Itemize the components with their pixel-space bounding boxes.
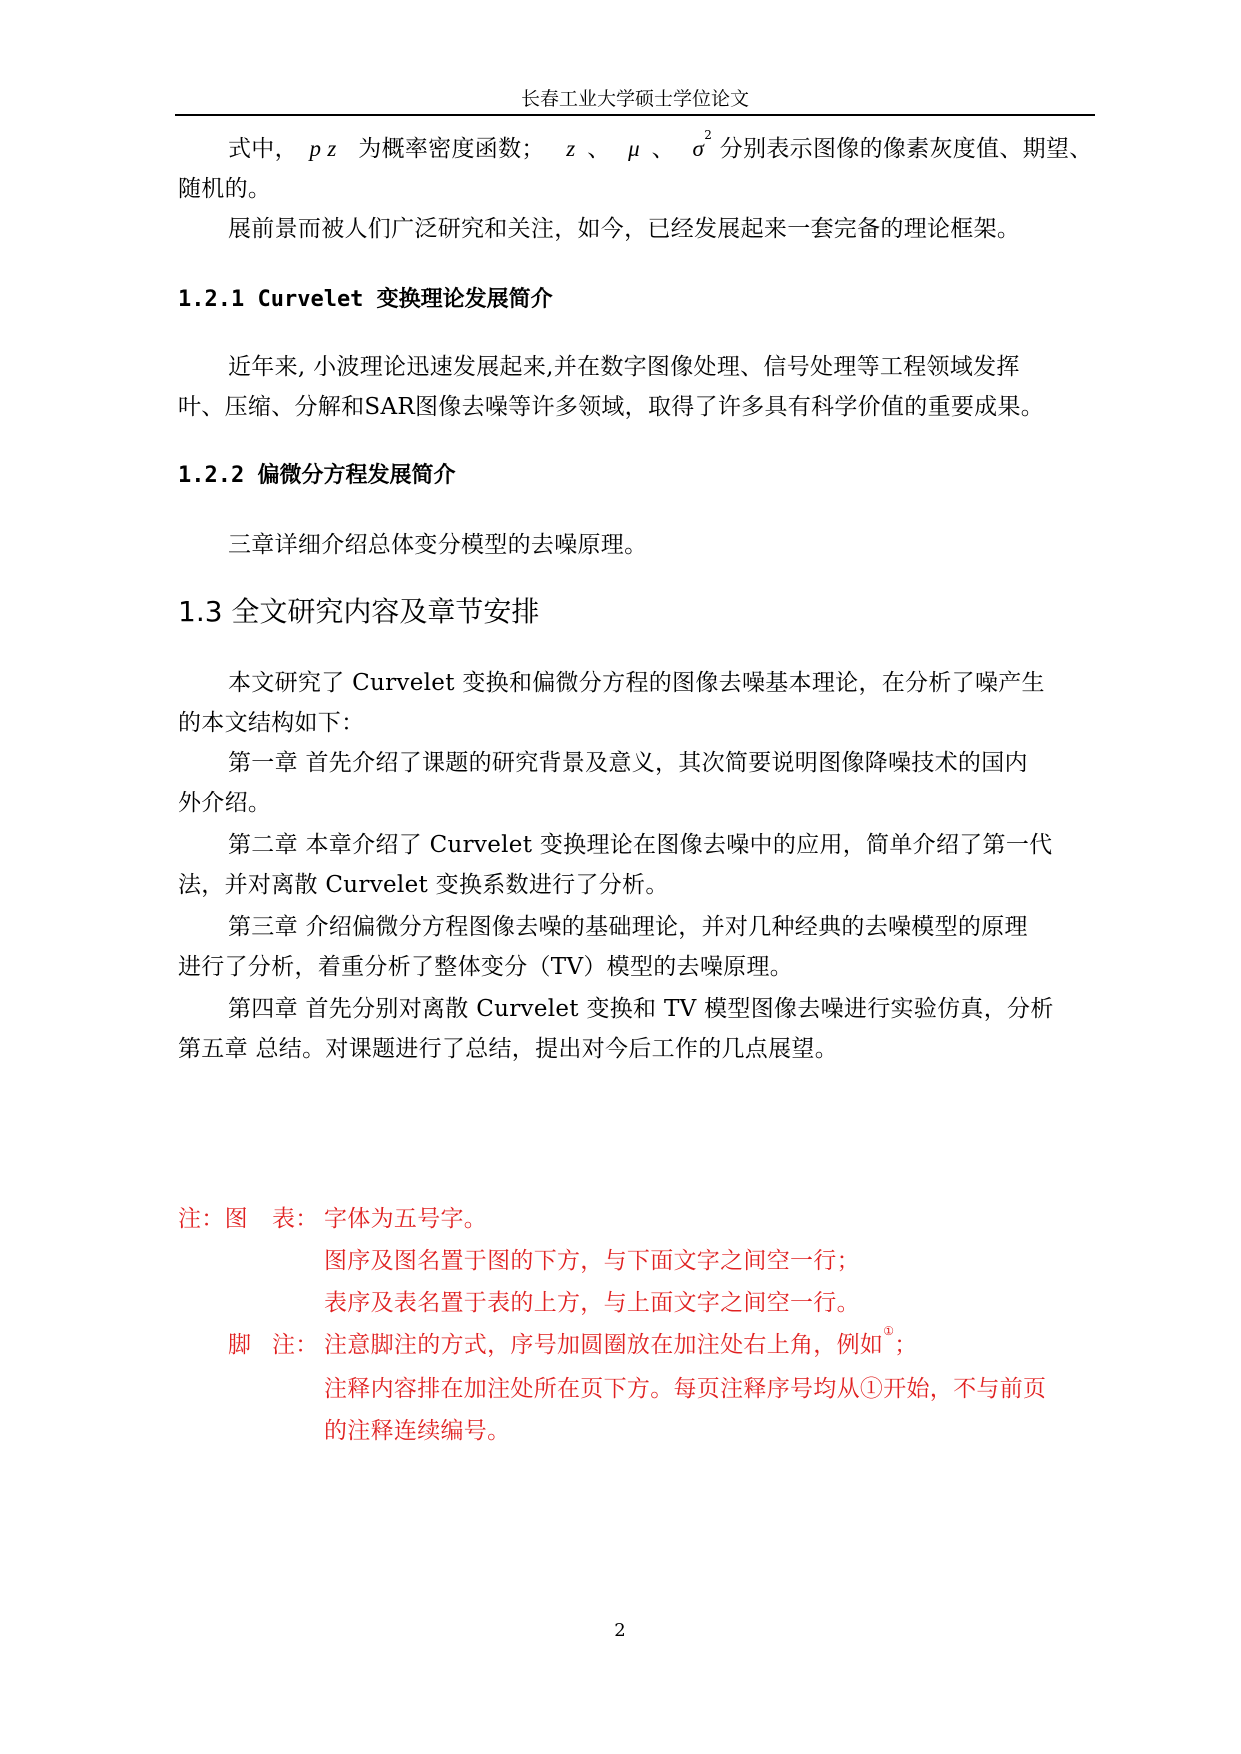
note-text-main: 注意脚注的方式，序号加圆圈放在加注处右上角，例如 — [324, 1332, 884, 1358]
math-superscript: 2 — [704, 128, 713, 142]
chapter-four-line: 第四章 首先分别对离散 Curvelet 变换和 TV 模型图像去噪进行实验仿真，分析 — [228, 996, 1054, 1022]
text-mid: 为概率密度函数； — [358, 136, 545, 162]
math-z: z — [566, 136, 576, 161]
chapter-three-line: 进行了分析，着重分析了整体变分（TV）模型的去噪原理。 — [178, 954, 794, 980]
page-number: 2 — [614, 1620, 626, 1641]
footnote-marker: ① — [883, 1324, 895, 1338]
note-text: 字体为五号字。 — [324, 1206, 488, 1232]
paragraph-line: 三章详细介绍总体变分模型的去噪原理。 — [228, 532, 648, 558]
section-heading-1-2-1: 1.2.1 Curvelet 变换理论发展简介 — [178, 287, 553, 312]
paragraph-line: 本文研究了 Curvelet 变换和偏微分方程的图像去噪基本理论，在分析了噪产生 — [228, 670, 1045, 696]
paragraph-formula-description — [228, 130, 1093, 163]
note-label-footnote-b: 注： — [272, 1332, 319, 1358]
note-text: 的注释连续编号。 — [324, 1418, 511, 1444]
text-prefix: 式中， — [228, 136, 298, 162]
note-label-table: 表： — [272, 1206, 319, 1232]
text-suffix: 分别表示图像的像素灰度值、期望、 — [719, 136, 1093, 162]
running-header-title: 长春工业大学硕士学位论文 — [520, 88, 749, 110]
chapter-one-line: 外介绍。 — [178, 790, 272, 816]
note-text: 图序及图名置于图的下方，与下面文字之间空一行； — [324, 1248, 860, 1274]
header-rule — [175, 114, 1095, 116]
chapter-five-line: 第五章 总结。对课题进行了总结，提出对今后工作的几点展望。 — [178, 1036, 839, 1062]
note-text — [324, 1326, 918, 1359]
chapter-three-line: 第三章 介绍偏微分方程图像去噪的基础理论，并对几种经典的去噪模型的原理 — [228, 914, 1028, 940]
note-text-end: ； — [894, 1332, 918, 1358]
section-heading-1-3: 1.3 全文研究内容及章节安排 — [178, 595, 540, 628]
note-text: 注释内容排在加注处所在页下方。每页注释序号均从①开始，不与前页 — [324, 1376, 1047, 1402]
paragraph-line: 近年来, 小波理论迅速发展起来,并在数字图像处理、信号处理等工程领域发挥 — [228, 354, 1020, 380]
paragraph-line: 展前景而被人们广泛研究和关注，如今，已经发展起来一套完备的理论框架。 — [228, 216, 1021, 242]
math-sigma: σ — [692, 136, 705, 161]
chapter-two-line: 第二章 本章介绍了 Curvelet 变换理论在图像去噪中的应用，简单介绍了第一代 — [228, 832, 1053, 858]
chapter-one-line: 第一章 首先介绍了课题的研究背景及意义，其次简要说明图像降噪技术的国内 — [228, 750, 1028, 776]
text-sep: 、 — [587, 136, 611, 162]
paragraph-line: 随机的。 — [178, 176, 272, 202]
note-label-footnote: 脚 — [228, 1332, 252, 1358]
text-sep: 、 — [651, 136, 675, 162]
paragraph-line: 的本文结构如下： — [178, 710, 365, 736]
note-label-figure: 注：图 — [178, 1206, 248, 1232]
paragraph-line: 叶、压缩、分解和SAR图像去噪等许多领域，取得了许多具有科学价值的重要成果。 — [178, 394, 1045, 420]
chapter-two-line: 法，并对离散 Curvelet 变换系数进行了分析。 — [178, 872, 669, 898]
math-pz: p z — [309, 136, 337, 161]
math-mu: μ — [628, 136, 640, 161]
section-heading-1-2-2: 1.2.2 偏微分方程发展简介 — [178, 463, 456, 488]
note-text: 表序及表名置于表的上方，与上面文字之间空一行。 — [324, 1290, 860, 1316]
